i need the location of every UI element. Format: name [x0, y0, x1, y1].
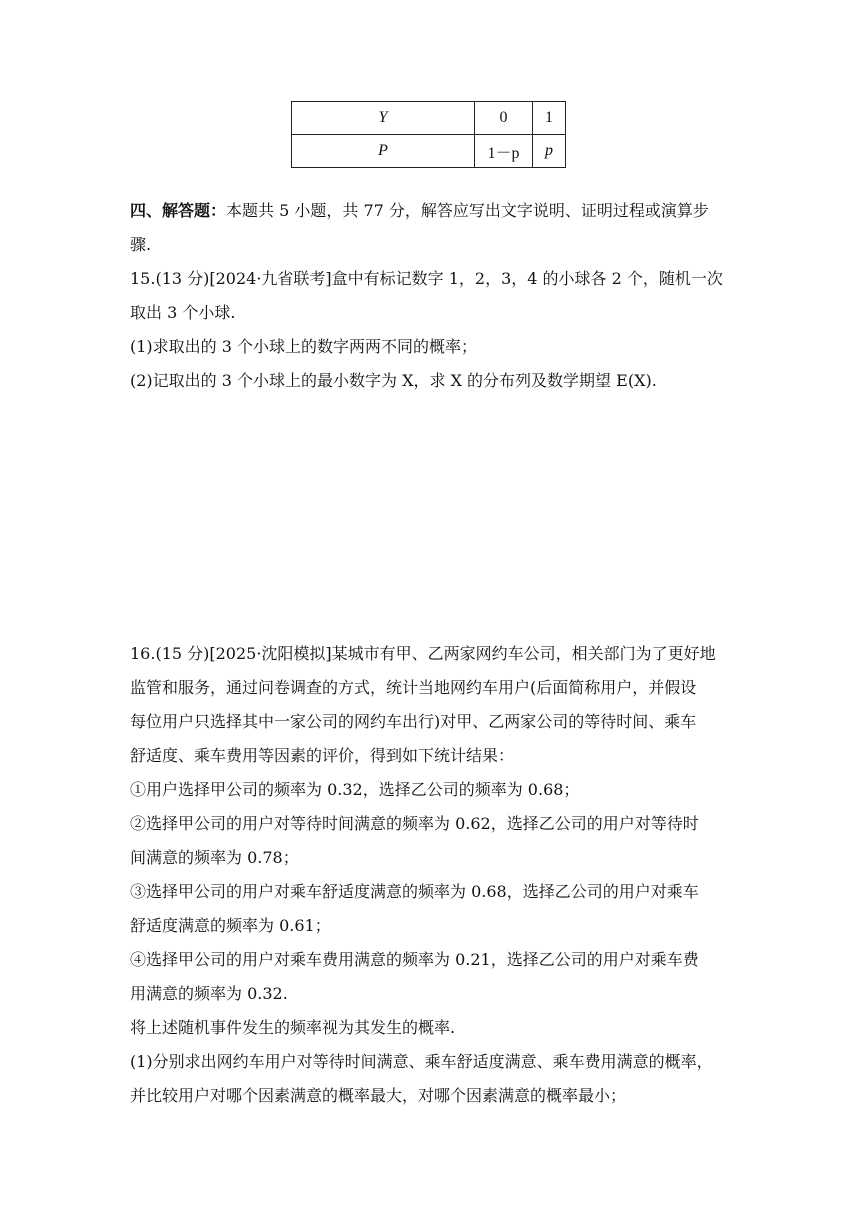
table-cell: 1－p — [475, 135, 533, 168]
table-row — [292, 102, 566, 135]
question-16-line: 舒适度、乘车费用等因素的评价，得到如下统计结果： — [130, 746, 515, 765]
distribution-table — [291, 101, 566, 168]
question-16-line: 间满意的频率为 0.78； — [130, 848, 299, 867]
question-16-line: 用满意的频率为 0.32. — [130, 984, 288, 1003]
table-cell: Y — [292, 102, 475, 135]
table-row — [292, 135, 566, 168]
question-16-line: ②选择甲公司的用户对等待时间满意的频率为 0.62，选择乙公司的用户对等待时 — [130, 814, 699, 833]
table-cell: 0 — [475, 102, 533, 135]
question-15-part-1: (1)求取出的 3 个小球上的数字两两不同的概率； — [130, 337, 478, 356]
question-16-line: ④选择甲公司的用户对乘车费用满意的频率为 0.21，选择乙公司的用户对乘车费 — [130, 950, 699, 969]
question-15-line-1: 15.(13 分)[2024·九省联考]盒中有标记数字 1，2，3，4 的小球各 2 个，随机一次 — [130, 269, 723, 288]
question-16-line: 将上述随机事件发生的频率视为其发生的概率. — [130, 1018, 456, 1037]
question-15-line-2: 取出 3 个小球. — [130, 303, 236, 322]
question-16-line: 每位用户只选择其中一家公司的网约车出行)对甲、乙两家公司的等待时间、乘车 — [130, 712, 697, 731]
section-instructions: 本题共 5 小题，共 77 分，解答应写出文字说明、证明过程或演算步 — [226, 201, 709, 220]
table-cell: 1 — [533, 102, 566, 135]
section-heading: 四、解答题： — [130, 201, 227, 220]
question-16-line: 监管和服务，通过问卷调查的方式，统计当地网约车用户(后面简称用户，并假设 — [130, 678, 697, 697]
section-instructions-cont: 骤. — [130, 235, 152, 254]
question-16-line: 舒适度满意的频率为 0.61； — [130, 916, 331, 935]
question-16-line: 16.(15 分)[2025·沈阳模拟]某城市有甲、乙两家网约车公司，相关部门为了更好地 — [130, 644, 716, 663]
question-16-line: ③选择甲公司的用户对乘车舒适度满意的频率为 0.68，选择乙公司的用户对乘车 — [130, 882, 699, 901]
question-16-line: 并比较用户对哪个因素满意的概率最大，对哪个因素满意的概率最小； — [130, 1086, 627, 1105]
table-cell: p — [533, 135, 566, 168]
table-cell: P — [292, 135, 475, 168]
section-heading-line — [130, 200, 709, 222]
question-15-part-2: (2)记取出的 3 个小球上的最小数字为 X，求 X 的分布列及数学期望 E(X). — [130, 371, 657, 390]
question-16-line: (1)分别求出网约车用户对等待时间满意、乘车舒适度满意、乘车费用满意的概率， — [130, 1052, 713, 1071]
question-16-line: ①用户选择甲公司的频率为 0.32，选择乙公司的频率为 0.68； — [130, 780, 580, 799]
